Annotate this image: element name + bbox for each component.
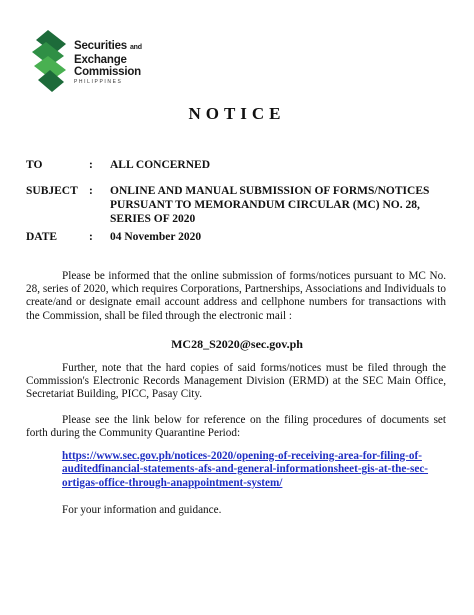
sec-emblem-icon bbox=[32, 30, 72, 98]
body-paragraph-3: Please see the link below for reference on the filing procedures of documents set forth during the Community Quarantine Period: bbox=[26, 414, 446, 440]
date-colon: : bbox=[89, 231, 93, 243]
sec-logo bbox=[32, 30, 202, 98]
logo-line-2: Exchange bbox=[74, 54, 127, 66]
logo-line-1 bbox=[74, 40, 142, 54]
to-label: TO bbox=[26, 159, 43, 171]
subject-value: ONLINE AND MANUAL SUBMISSION OF FORMS/NOTICES PURSUANT TO MEMORANDUM CIRCULAR (MC) NO. 28, SERIES OF 2020 bbox=[110, 185, 430, 225]
to-value: ALL CONCERNED bbox=[110, 159, 211, 171]
submission-email: MC28_S2020@sec.gov.ph bbox=[171, 337, 303, 351]
filing-procedures-link[interactable]: https://www.sec.gov.ph/notices-2020/opening-of-receiving-area-for-filing-of-auditedfinancial-statements-afs-and-general-informationsheet-gis-at-the-sec-ortigas-office-through-anappointment-system/ bbox=[62, 450, 429, 489]
logo-word-and: and bbox=[129, 44, 142, 51]
logo-line-4: PHILIPPINES bbox=[74, 79, 123, 85]
date-value: 04 November 2020 bbox=[110, 231, 202, 243]
subject-label: SUBJECT bbox=[26, 185, 78, 197]
subject-colon: : bbox=[89, 185, 93, 197]
to-colon: : bbox=[89, 159, 93, 171]
notice-title: NOTICE bbox=[188, 104, 286, 123]
closing-paragraph: For your information and guidance. bbox=[62, 504, 222, 516]
logo-line-3: Commission bbox=[74, 66, 142, 78]
body-paragraph-1: Please be informed that the online submission of forms/notices pursuant to MC No. 28, series of 2020, which requires Corporations, Partnerships, Associations and Individuals to create/and or designate email account address and cellphone numbers for transactions with the Commission, shall be filed through the electronic mail : bbox=[26, 270, 446, 322]
date-label: DATE bbox=[26, 231, 58, 243]
sec-logo-text bbox=[74, 40, 142, 85]
body-paragraph-2: Further, note that the hard copies of said forms/notices must be filed through the Commission's Electronic Records Management Division (ERMD) at the SEC Main Office, Secretariat Building, PICC, Pasay City. bbox=[26, 362, 446, 401]
logo-word-securities: Securities bbox=[74, 40, 127, 52]
